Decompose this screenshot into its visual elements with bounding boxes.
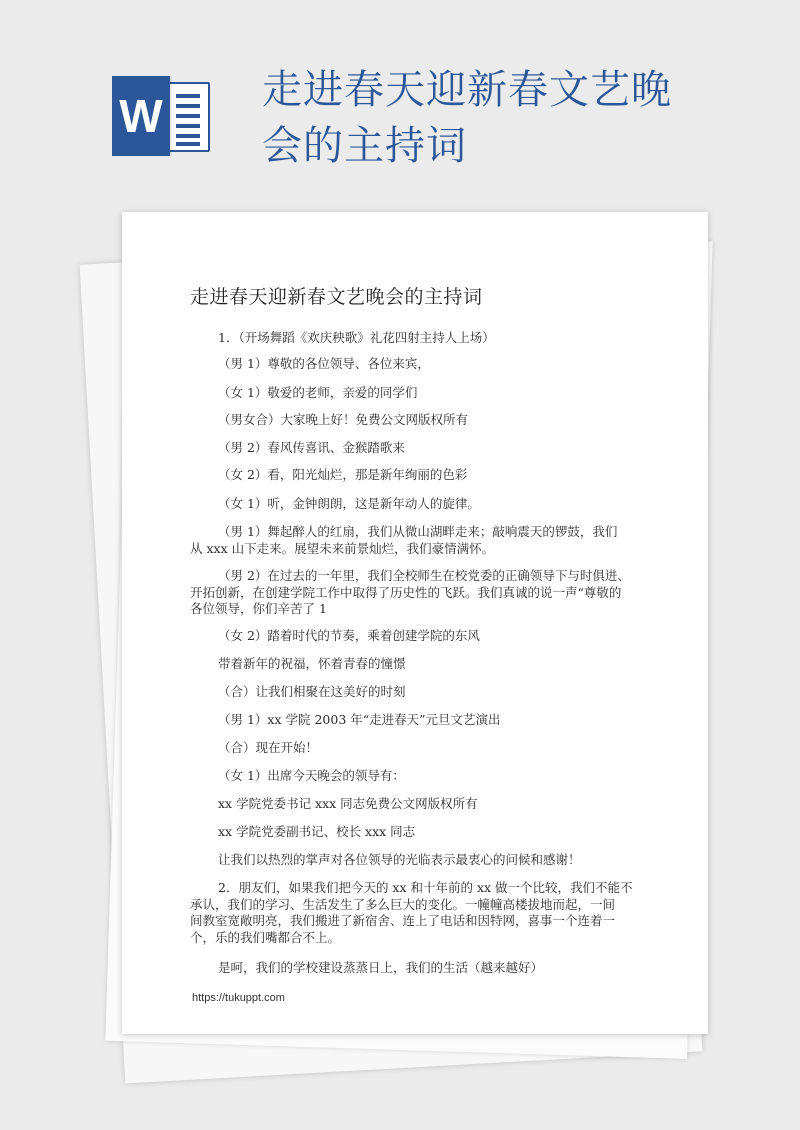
paragraph-8-line-1: （男 1）舞起醉人的红扇，我们从微山湖畔走来；敲响震天的锣鼓，我们 bbox=[218, 524, 618, 539]
paragraph-9-line-1: （男 2）在过去的一年里，我们全校师生在校党委的正确领导下与时俱进、 bbox=[218, 568, 630, 583]
paragraph-16-line-1: xx 学院党委书记 xxx 同志免费公文网版权所有 bbox=[218, 796, 478, 811]
paragraph-3-line-1: （女 1）敬爱的老师，亲爱的同学们 bbox=[218, 385, 418, 400]
paragraph-19-line-3: 间教室宽敞明亮，我们搬进了新宿舍、连上了电话和因特网，喜事一个连着一 bbox=[190, 913, 616, 928]
paragraph-9-line-2: 开拓创新，在创建学院工作中取得了历史性的飞跃。我们真诚的说一声“尊敬的 bbox=[190, 584, 622, 600]
paragraph-18-line-1: 让我们以热烈的掌声对各位领导的光临表示最衷心的问候和感谢！ bbox=[218, 852, 581, 867]
paragraph-7-line-1: （女 1）听，金钟朗朗，这是新年动人的旋律。 bbox=[218, 496, 480, 511]
paragraph-9-line-3: 各位领导，你们辛苦了 1 bbox=[190, 601, 327, 616]
paragraph-6-line-1: （女 2）看，阳光灿烂，那是新年绚丽的色彩 bbox=[218, 467, 468, 482]
paragraph-19-line-4: 个，乐的我们嘴都合不上。 bbox=[190, 929, 341, 945]
paragraph-8-line-2: 从 xxx 山下走来。展望未来前景灿烂，我们豪情满怀。 bbox=[190, 540, 495, 556]
paragraph-2-line-1: （男 1）尊敬的各位领导、各位来宾， bbox=[218, 356, 430, 371]
footer-url: https://tukuppt.com bbox=[192, 992, 285, 1004]
page-title bbox=[262, 62, 732, 174]
page-title-line-1: 走进春天迎新春文艺晚 bbox=[262, 67, 672, 113]
paragraph-15-line-1: （女 1）出席今天晚会的领导有： bbox=[218, 768, 405, 783]
paragraph-5-line-1: （男 2）春风传喜讯、金猴踏歌来 bbox=[218, 440, 405, 455]
paragraph-19-line-1: 2．朋友们，如果我们把今天的 xx 和十年前的 xx 做一个比较，我们不能不 bbox=[218, 880, 633, 895]
paragraph-4-line-1: （男女合）大家晚上好！免费公文网版权所有 bbox=[218, 412, 469, 427]
paragraph-19-line-2: 承认，我们的学习、生活发生了多么巨大的变化。一幢幢高楼拔地而起，一间 bbox=[190, 896, 616, 912]
page-title-line-2: 会的主持词 bbox=[262, 123, 467, 169]
paragraph-10-line-1: （女 2）踏着时代的节奏，乘着创建学院的东风 bbox=[218, 628, 480, 643]
paragraph-12-line-1: （合）让我们相聚在这美好的时刻 bbox=[218, 684, 406, 699]
paragraph-17-line-1: xx 学院党委副书记、校长 xxx 同志 bbox=[218, 824, 416, 839]
word-letter-badge: W bbox=[112, 76, 170, 156]
paragraph-1-line-1: 1．（开场舞蹈《欢庆秧歌》礼花四射主持人上场） bbox=[218, 330, 495, 345]
paragraph-13-line-1: （男 1）xx 学院 2003 年“走进春天”元旦文艺演出 bbox=[218, 712, 501, 727]
paragraph-11-line-1: 带着新年的祝福，怀着青春的憧憬 bbox=[218, 656, 406, 671]
paragraph-20-line-1: 是呵，我们的学校建设蒸蒸日上，我们的生活（越来越好） bbox=[218, 960, 544, 975]
paragraph-14-line-1: （合）现在开始！ bbox=[218, 740, 319, 755]
document-title: 走进春天迎新春文艺晚会的主持词 bbox=[190, 286, 483, 308]
word-document-icon bbox=[112, 76, 212, 156]
